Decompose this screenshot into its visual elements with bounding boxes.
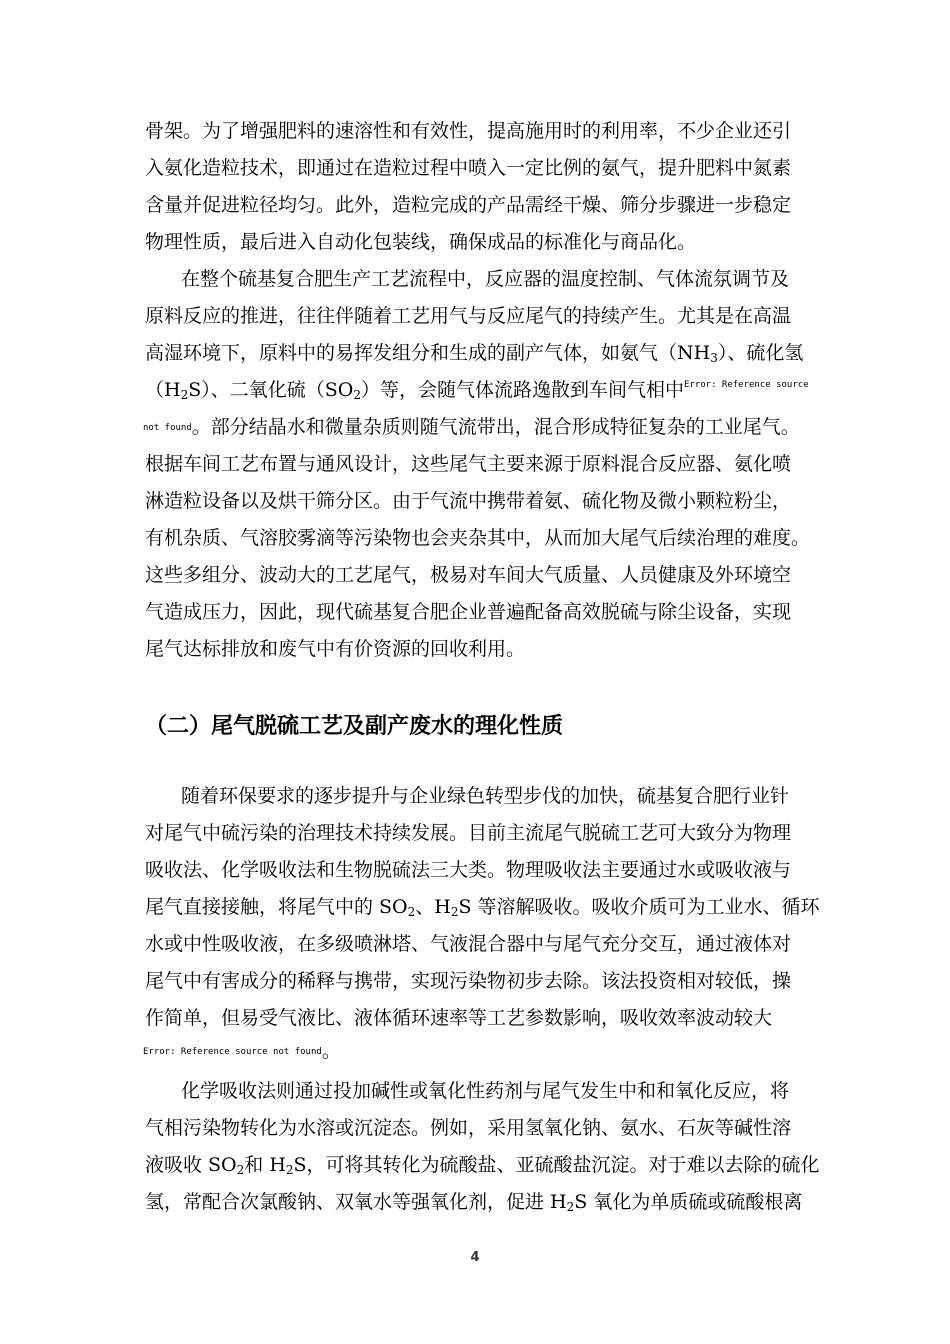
text-run: S）、二氧化硫（SO xyxy=(188,379,354,401)
subscript: 2 xyxy=(236,1163,245,1177)
reference-error: Error: Reference source xyxy=(683,380,809,390)
text-run: 。部分结晶水和微量杂质则随气流带出，混合形成特征复杂的工业尾气。 xyxy=(191,416,800,438)
subscript: 2 xyxy=(407,905,416,919)
subscript: 2 xyxy=(285,1163,294,1177)
text-run: S 氧化为单质硫或硫酸根离 xyxy=(574,1191,803,1213)
text-line: 随着环保要求的逐步提升与企业绿色转型步伐的加快，硫基复合肥行业针 xyxy=(181,785,790,807)
text-run: 。 xyxy=(321,1040,341,1062)
text-run: 、H xyxy=(415,896,451,918)
text-run: 液吸收 SO xyxy=(145,1154,237,1176)
text-line xyxy=(145,1152,820,1178)
subscript: 2 xyxy=(450,905,459,919)
text-line: 物理性质，最后进入自动化包装线，确保成品的标准化与商品化。 xyxy=(145,231,697,253)
text-line: 尾气达标排放和废气中有价资源的回收利用。 xyxy=(145,638,526,660)
subscript: 2 xyxy=(353,388,361,402)
text-line xyxy=(145,377,809,403)
page-number: 4 xyxy=(470,1250,480,1265)
text-line: 水或中性吸收液，在多级喷淋塔、气液混合器中与尾气充分交互，通过液体对 xyxy=(145,933,792,955)
reference-error: not found xyxy=(143,423,192,433)
text-run: 和 H xyxy=(244,1154,286,1176)
text-run: （H xyxy=(145,379,181,401)
text-line: 这些多组分、波动大的工艺尾气，极易对车间大气质量、人员健康及外环境空 xyxy=(145,564,792,586)
text-line: 原料反应的推进，往往伴随着工艺用气与反应尾气的持续产生。尤其是在高温 xyxy=(145,305,792,327)
text-line: 化学吸收法则通过投加碱性或氧化性药剂与尾气发生中和和氧化反应，将 xyxy=(181,1080,790,1102)
text-run: S，可将其转化为硫酸盐、亚硫酸盐沉淀。对于难以去除的硫化 xyxy=(293,1154,820,1176)
text-line xyxy=(145,894,820,920)
text-line: 吸收法、化学吸收法和生物脱硫法三大类。物理吸收法主要通过水或吸收液与 xyxy=(145,859,792,881)
section-heading: （二）尾气脱硫工艺及副产废水的理化性质 xyxy=(145,714,564,739)
subscript: 3 xyxy=(710,351,718,365)
text-run: ）等，会随气体流路逸散到车间气相中 xyxy=(360,379,684,401)
text-line: 在整个硫基复合肥生产工艺流程中，反应器的温度控制、气体流氛调节及 xyxy=(181,268,790,290)
text-line: 有机杂质、气溶胶雾滴等污染物也会夹杂其中，从而加大尾气后续治理的难度。 xyxy=(145,527,811,549)
text-run: 尾气直接接触，将尾气中的 SO xyxy=(145,896,408,918)
text-run: ）、硫化氢 xyxy=(717,342,804,364)
text-line: 含量并促进粒径均匀。此外，造粒完成的产品需经干燥、筛分步骤进一步稳定 xyxy=(145,194,792,216)
reference-error: Error: Reference source not found xyxy=(143,1047,322,1057)
text-run: S 等溶解吸收。吸收介质可为工业水、循环 xyxy=(458,896,820,918)
text-line: 根据车间工艺布置与通风设计，这些尾气主要来源于原料混合反应器、氨化喷 xyxy=(145,453,792,475)
text-line: 气相污染物转化为水溶或沉淀态。例如，采用氢氧化钠、氨水、石灰等碱性溶 xyxy=(145,1117,792,1139)
text-line: 淋造粒设备以及烘干筛分区。由于气流中携带着氨、硫化物及微小颗粒粉尘， xyxy=(145,490,792,512)
text-line: 作简单，但易受气液比、液体循环速率等工艺参数影响，吸收效率波动较大 xyxy=(145,1007,773,1029)
text-line: 气造成压力，因此，现代硫基复合肥企业普遍配备高效脱硫与除尘设备，实现 xyxy=(145,601,792,623)
text-line: 对尾气中硫污染的治理技术持续发展。目前主流尾气脱硫工艺可大致分为物理 xyxy=(145,822,792,844)
text-line xyxy=(145,340,803,366)
text-line: 尾气中有害成分的稀释与携带，实现污染物初步去除。该法投资相对较低，操 xyxy=(145,970,792,992)
text-line xyxy=(145,1189,802,1215)
text-line: 骨架。为了增强肥料的速溶性和有效性，提高施用时的利用率，不少企业还引 xyxy=(145,120,792,142)
text-line xyxy=(143,1038,341,1064)
text-run: 氢，常配合次氯酸钠、双氧水等强氧化剂，促进 H xyxy=(145,1191,567,1213)
text-line xyxy=(143,414,800,440)
text-run: 高湿环境下，原料中的易挥发组分和生成的副产气体，如氨气（NH xyxy=(145,342,711,364)
subscript: 2 xyxy=(566,1200,575,1214)
subscript: 2 xyxy=(180,388,189,402)
text-line: 入氨化造粒技术，即通过在造粒过程中喷入一定比例的氨气，提升肥料中氮素 xyxy=(145,157,792,179)
